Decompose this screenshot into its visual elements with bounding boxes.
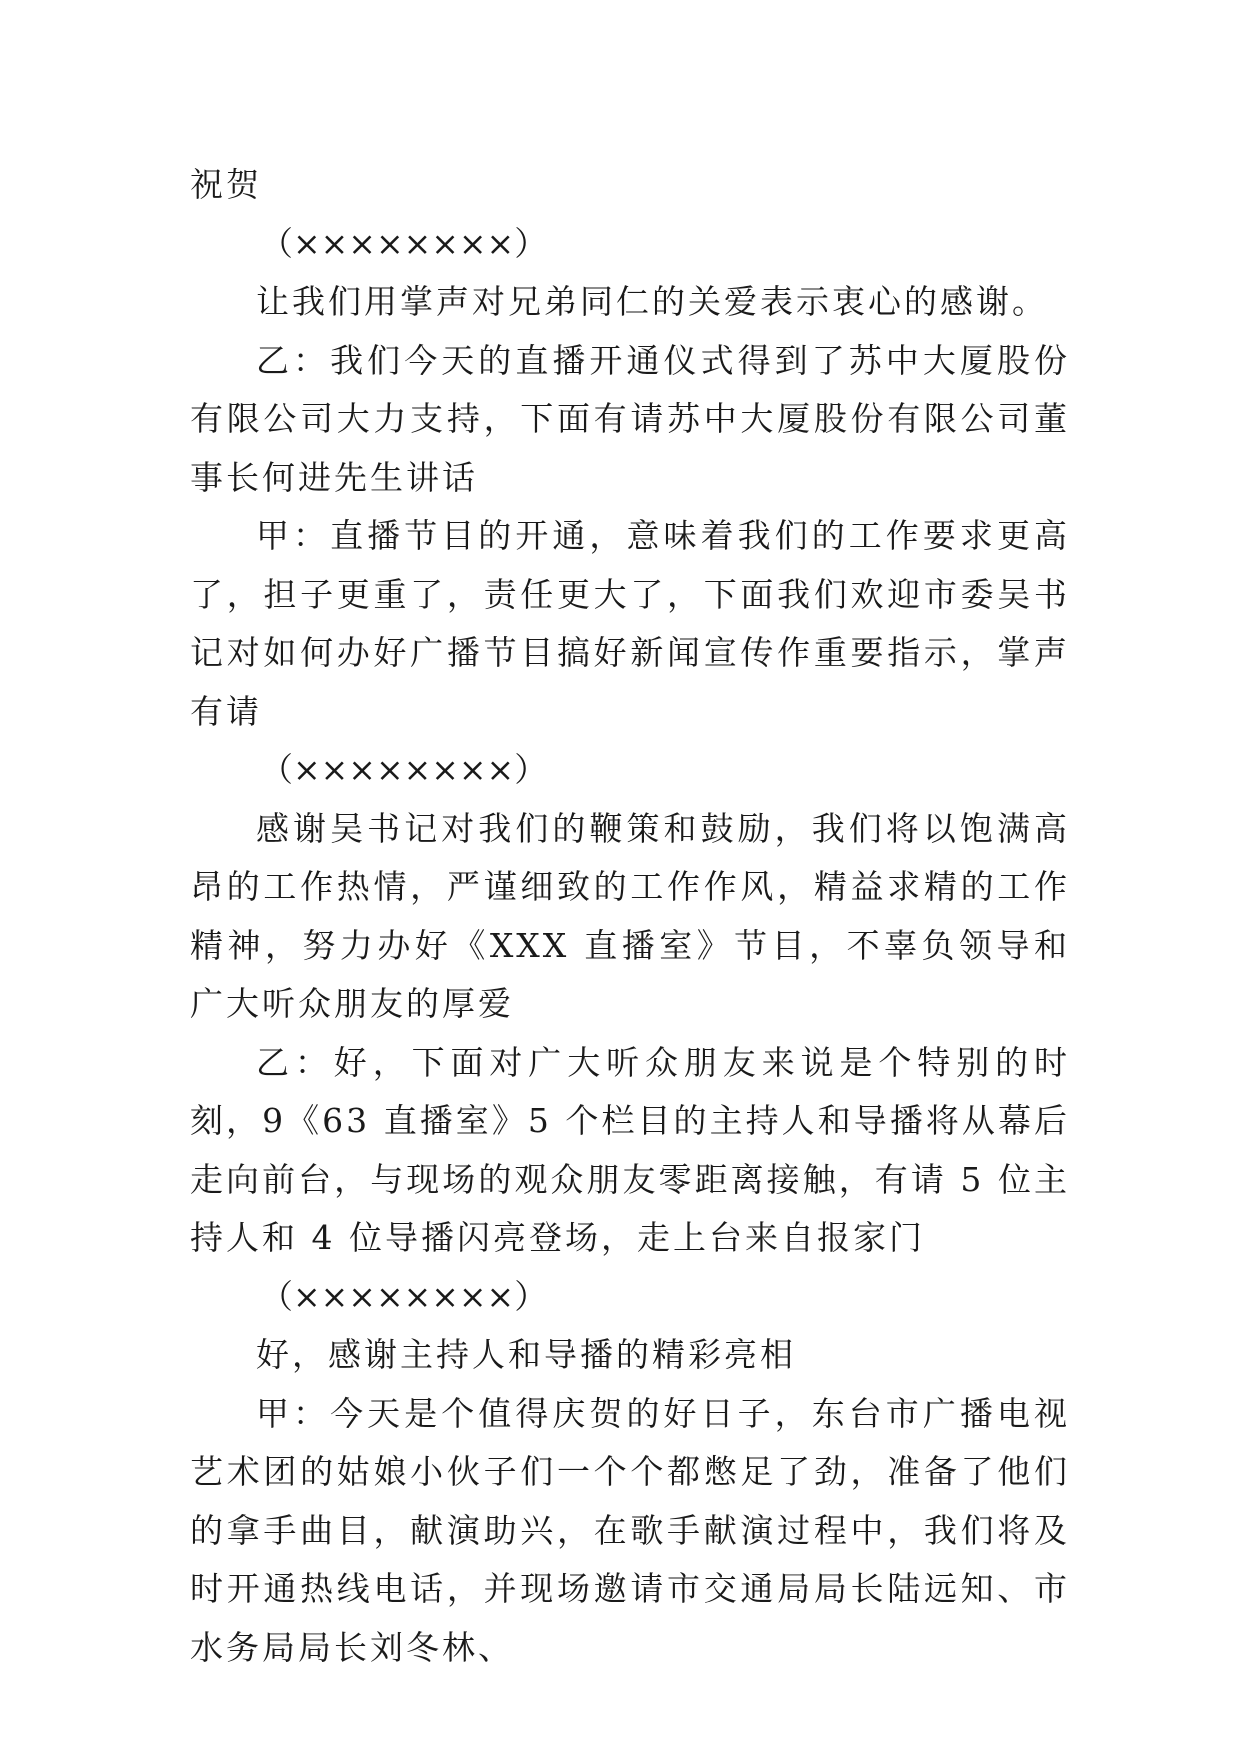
paragraph-placeholder-mark: （××××××××） — [260, 750, 548, 789]
paragraph-host-b-presenters: 乙：好，下面对广大听众朋友来说是个特别的时刻，9《63 直播室》5 个栏目的主持人和导播将从幕后走向前台，与现场的观众朋友零距离接触，有请 5 位主持人和 4 位导播闪亮登场，走上台来自报家门 — [190, 1042, 1070, 1257]
paragraph-thanks-secretary: 感谢吴书记对我们的鞭策和鼓励，我们将以饱满高昂的工作热情，严谨细致的工作作风，精益求精的工作精神，努力办好《XXX 直播室》节目，不辜负领导和广大听众朋友的厚爱 — [190, 808, 1070, 1023]
paragraph-host-b-sponsor: 乙：我们今天的直播开通仪式得到了苏中大厦股份有限公司大力支持，下面有请苏中大厦股份有限公司董事长何进先生讲话 — [190, 340, 1070, 497]
paragraph-placeholder-mark: （××××××××） — [260, 223, 548, 263]
document-body — [190, 156, 1070, 1677]
paragraph-congratulations: 祝贺 — [190, 165, 262, 204]
paragraph-placeholder-mark: （××××××××） — [260, 1276, 548, 1316]
paragraph-thanks-presenters: 好，感谢主持人和导播的精彩亮相 — [256, 1335, 796, 1374]
paragraph-thanks-applause: 让我们用掌声对兄弟同仁的关爱表示衷心的感谢。 — [256, 282, 1048, 321]
paragraph-host-a-secretary: 甲：直播节目的开通，意味着我们的工作要求更高了，担子更重了，责任更大了，下面我们欢迎市委吴书记对如何办好广播节目搞好新闻宣传作重要指示，掌声有请 — [190, 516, 1070, 731]
paragraph-host-a-performance: 甲：今天是个值得庆贺的好日子，东台市广播电视艺术团的姑娘小伙子们一个个都憋足了劲，准备了他们的拿手曲目，献演助兴，在歌手献演过程中，我们将及时开通热线电话，并现场邀请市交通局局长陆远知、市水务局局长刘冬林、 — [190, 1393, 1070, 1667]
